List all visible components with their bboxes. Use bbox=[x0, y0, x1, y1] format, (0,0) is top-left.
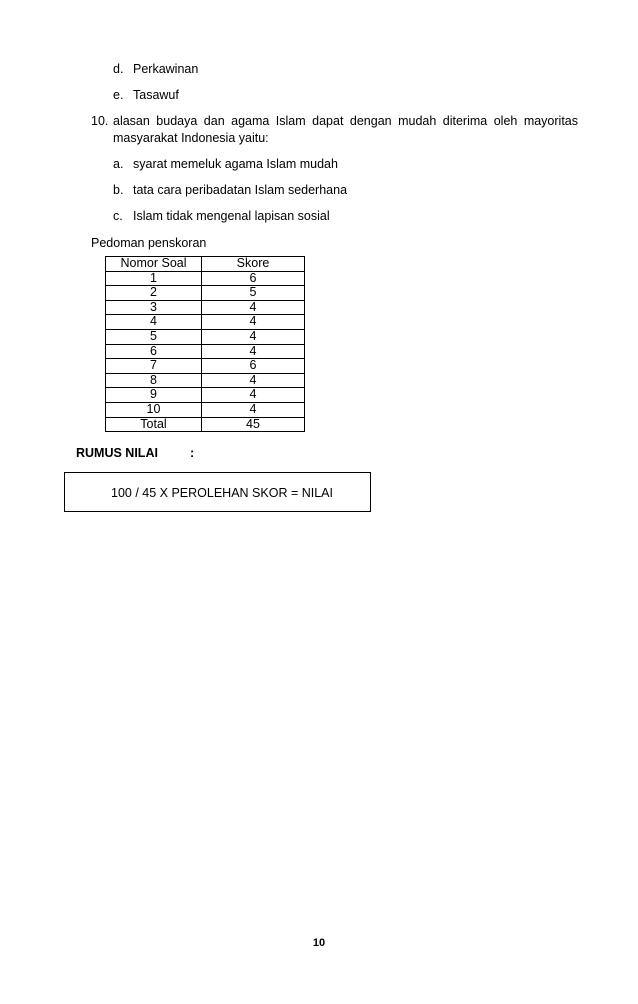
cell-skor: 4 bbox=[202, 402, 305, 417]
option-marker: d. bbox=[113, 62, 124, 76]
formula-text: 100 / 45 X PEROLEHAN SKOR = NILAI bbox=[111, 486, 333, 500]
table-row bbox=[106, 286, 305, 301]
total-label: Total bbox=[106, 417, 202, 432]
table-row bbox=[106, 315, 305, 330]
scoring-title: Pedoman penskoran bbox=[91, 236, 207, 250]
option-text: tata cara peribadatan Islam sederhana bbox=[133, 183, 348, 197]
option-marker: c. bbox=[113, 209, 123, 223]
cell-nomor: 6 bbox=[106, 344, 202, 359]
cell-nomor: 1 bbox=[106, 271, 202, 286]
formula-colon: : bbox=[190, 446, 195, 460]
cell-nomor: 4 bbox=[106, 315, 202, 330]
cell-nomor: 3 bbox=[106, 300, 202, 315]
cell-nomor: 9 bbox=[106, 388, 202, 403]
formula-box bbox=[64, 472, 371, 512]
header-nomor-soal: Nomor Soal bbox=[106, 257, 202, 272]
total-value: 45 bbox=[202, 417, 305, 432]
option-text: Tasawuf bbox=[133, 88, 179, 102]
option-marker: e. bbox=[113, 88, 124, 102]
table-row bbox=[106, 344, 305, 359]
table-row bbox=[106, 402, 305, 417]
cell-skor: 5 bbox=[202, 286, 305, 301]
page-number: 10 bbox=[312, 937, 326, 949]
table-row bbox=[106, 373, 305, 388]
cell-skor: 4 bbox=[202, 315, 305, 330]
table-header-row bbox=[106, 257, 305, 272]
cell-skor: 4 bbox=[202, 388, 305, 403]
option-text: Perkawinan bbox=[133, 62, 199, 76]
cell-skor: 4 bbox=[202, 329, 305, 344]
formula-label: RUMUS NILAI bbox=[76, 446, 158, 460]
table-row bbox=[106, 271, 305, 286]
table-row bbox=[106, 329, 305, 344]
cell-nomor: 2 bbox=[106, 286, 202, 301]
cell-nomor: 5 bbox=[106, 329, 202, 344]
option-text: Islam tidak mengenal lapisan sosial bbox=[133, 209, 330, 223]
question-text-line1: alasan budaya dan agama Islam dapat dengan mudah diterima oleh mayoritas bbox=[113, 114, 578, 128]
cell-skor: 4 bbox=[202, 373, 305, 388]
cell-nomor: 10 bbox=[106, 402, 202, 417]
scoring-table bbox=[105, 256, 305, 432]
option-marker: b. bbox=[113, 183, 124, 197]
option-text: syarat memeluk agama Islam mudah bbox=[133, 157, 338, 171]
cell-nomor: 7 bbox=[106, 359, 202, 374]
cell-nomor: 8 bbox=[106, 373, 202, 388]
question-text-line2: masyarakat Indonesia yaitu: bbox=[113, 131, 269, 145]
cell-skor: 4 bbox=[202, 344, 305, 359]
cell-skor: 4 bbox=[202, 300, 305, 315]
table-row bbox=[106, 359, 305, 374]
table-row bbox=[106, 300, 305, 315]
option-marker: a. bbox=[113, 157, 124, 171]
cell-skor: 6 bbox=[202, 359, 305, 374]
question-number: 10. bbox=[91, 114, 109, 128]
cell-skor: 6 bbox=[202, 271, 305, 286]
header-skore: Skore bbox=[202, 257, 305, 272]
table-row bbox=[106, 388, 305, 403]
table-total-row bbox=[106, 417, 305, 432]
